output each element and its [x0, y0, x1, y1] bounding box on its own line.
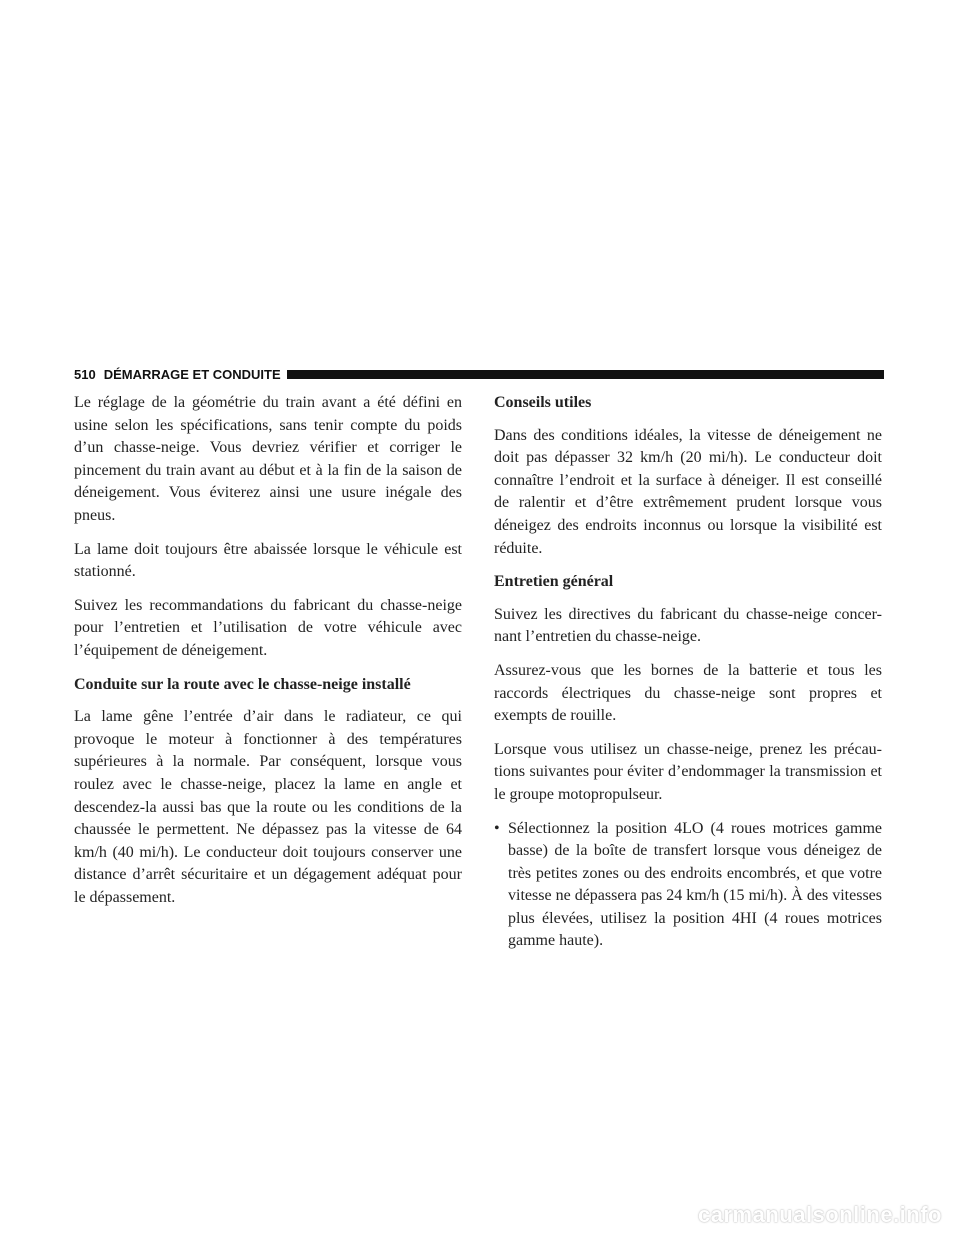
page-number: 510	[74, 366, 96, 382]
heading-useful-tips: Conseils utiles	[494, 394, 592, 411]
paragraph-maintenance-directives: Suivez les directives du fabricant du chasse-neige concer-nant l’entretien du chasse-neige.	[494, 605, 882, 646]
page-header	[74, 364, 884, 384]
paragraph-useful-tips: Dans des conditions idéales, la vitesse de déneigement ne doit pas dépasser 32 km/h (20 mi/h). Le conducteur doit connaître l’endroit et la surface à déneiger. Il est conseillé de ralentir et d’être extrêmement prudent lorsque vous déneigez des endroits inconnus ou lorsque la visibilité est réduite.	[494, 426, 882, 557]
list-item	[494, 818, 882, 954]
paragraph-precautions: Lorsque vous utilisez un chasse-neige, prenez les précau-tions suivantes pour éviter d’endommager la transmission et le groupe motopropulseur.	[494, 740, 882, 803]
list-item-text: Sélectionnez la position 4LO (4 roues motrices gamme basse) de la boîte de transfert lorsque vous déneigez de très petites zones ou des endroits encombrés, et que votre vitesse ne dépassera pas 24 km/h (15 mi/h). À des vitesses plus élevées, utilisez la position 4HI (4 roues motrices gamme haute).	[508, 819, 882, 950]
watermark-logo: carmanualsonline.info	[698, 1202, 942, 1227]
heading-general-maintenance: Entretien général	[494, 573, 614, 591]
left-column	[74, 392, 462, 920]
paragraph-alignment: Le réglage de la géométrie du train avant a été défini en usine selon les spécifications, sans tenir compte du poids d’un chasse-neige. Vous devriez vérifier et corriger le pincement du train avant au début et à la fin de la saison de déneigement. Vous éviterez ainsi une usure inégale des pneus.	[74, 394, 462, 524]
paragraph-road-driving: La lame gêne l’entrée d’air dans le radiateur, ce qui provoque le moteur à fonctionner à des températures supérieures à la normale. Par conséquent, lorsque vous roulez avec le chasse-neige, placez la lame en angle et descendez-la aussi bas que la route ou les conditions de la chaussée le permettent. Ne dépassez pas la vitesse de 64 km/h (40 mi/h). Le conducteur doit toujours conserver une distance d’arrêt sécuritaire et un dégagement adéquat pour le dépassement.	[74, 708, 462, 906]
section-title: DÉMARRAGE ET CONDUITE	[103, 366, 281, 382]
paragraph-battery-terminals: Assurez-vous que les bornes de la batterie et tous les raccords électriques du chasse-neige sont propres et exempts de rouille.	[494, 661, 882, 725]
precautions-list	[494, 818, 882, 954]
paragraph-manufacturer-recommendations: Suivez les recommandations du fabricant du chasse-neige pour l’entretien et l’utilisation de votre véhicule avec l’équipement de déneigement.	[74, 596, 462, 659]
header-rule	[287, 370, 884, 379]
heading-road-driving: Conduite sur la route avec le chasse-neige installé	[74, 675, 411, 693]
right-column	[494, 392, 882, 953]
bullet-marker: •	[494, 819, 500, 837]
paragraph-blade-lowered: La lame doit toujours être abaissée lorsque le véhicule est stationné.	[74, 540, 462, 581]
